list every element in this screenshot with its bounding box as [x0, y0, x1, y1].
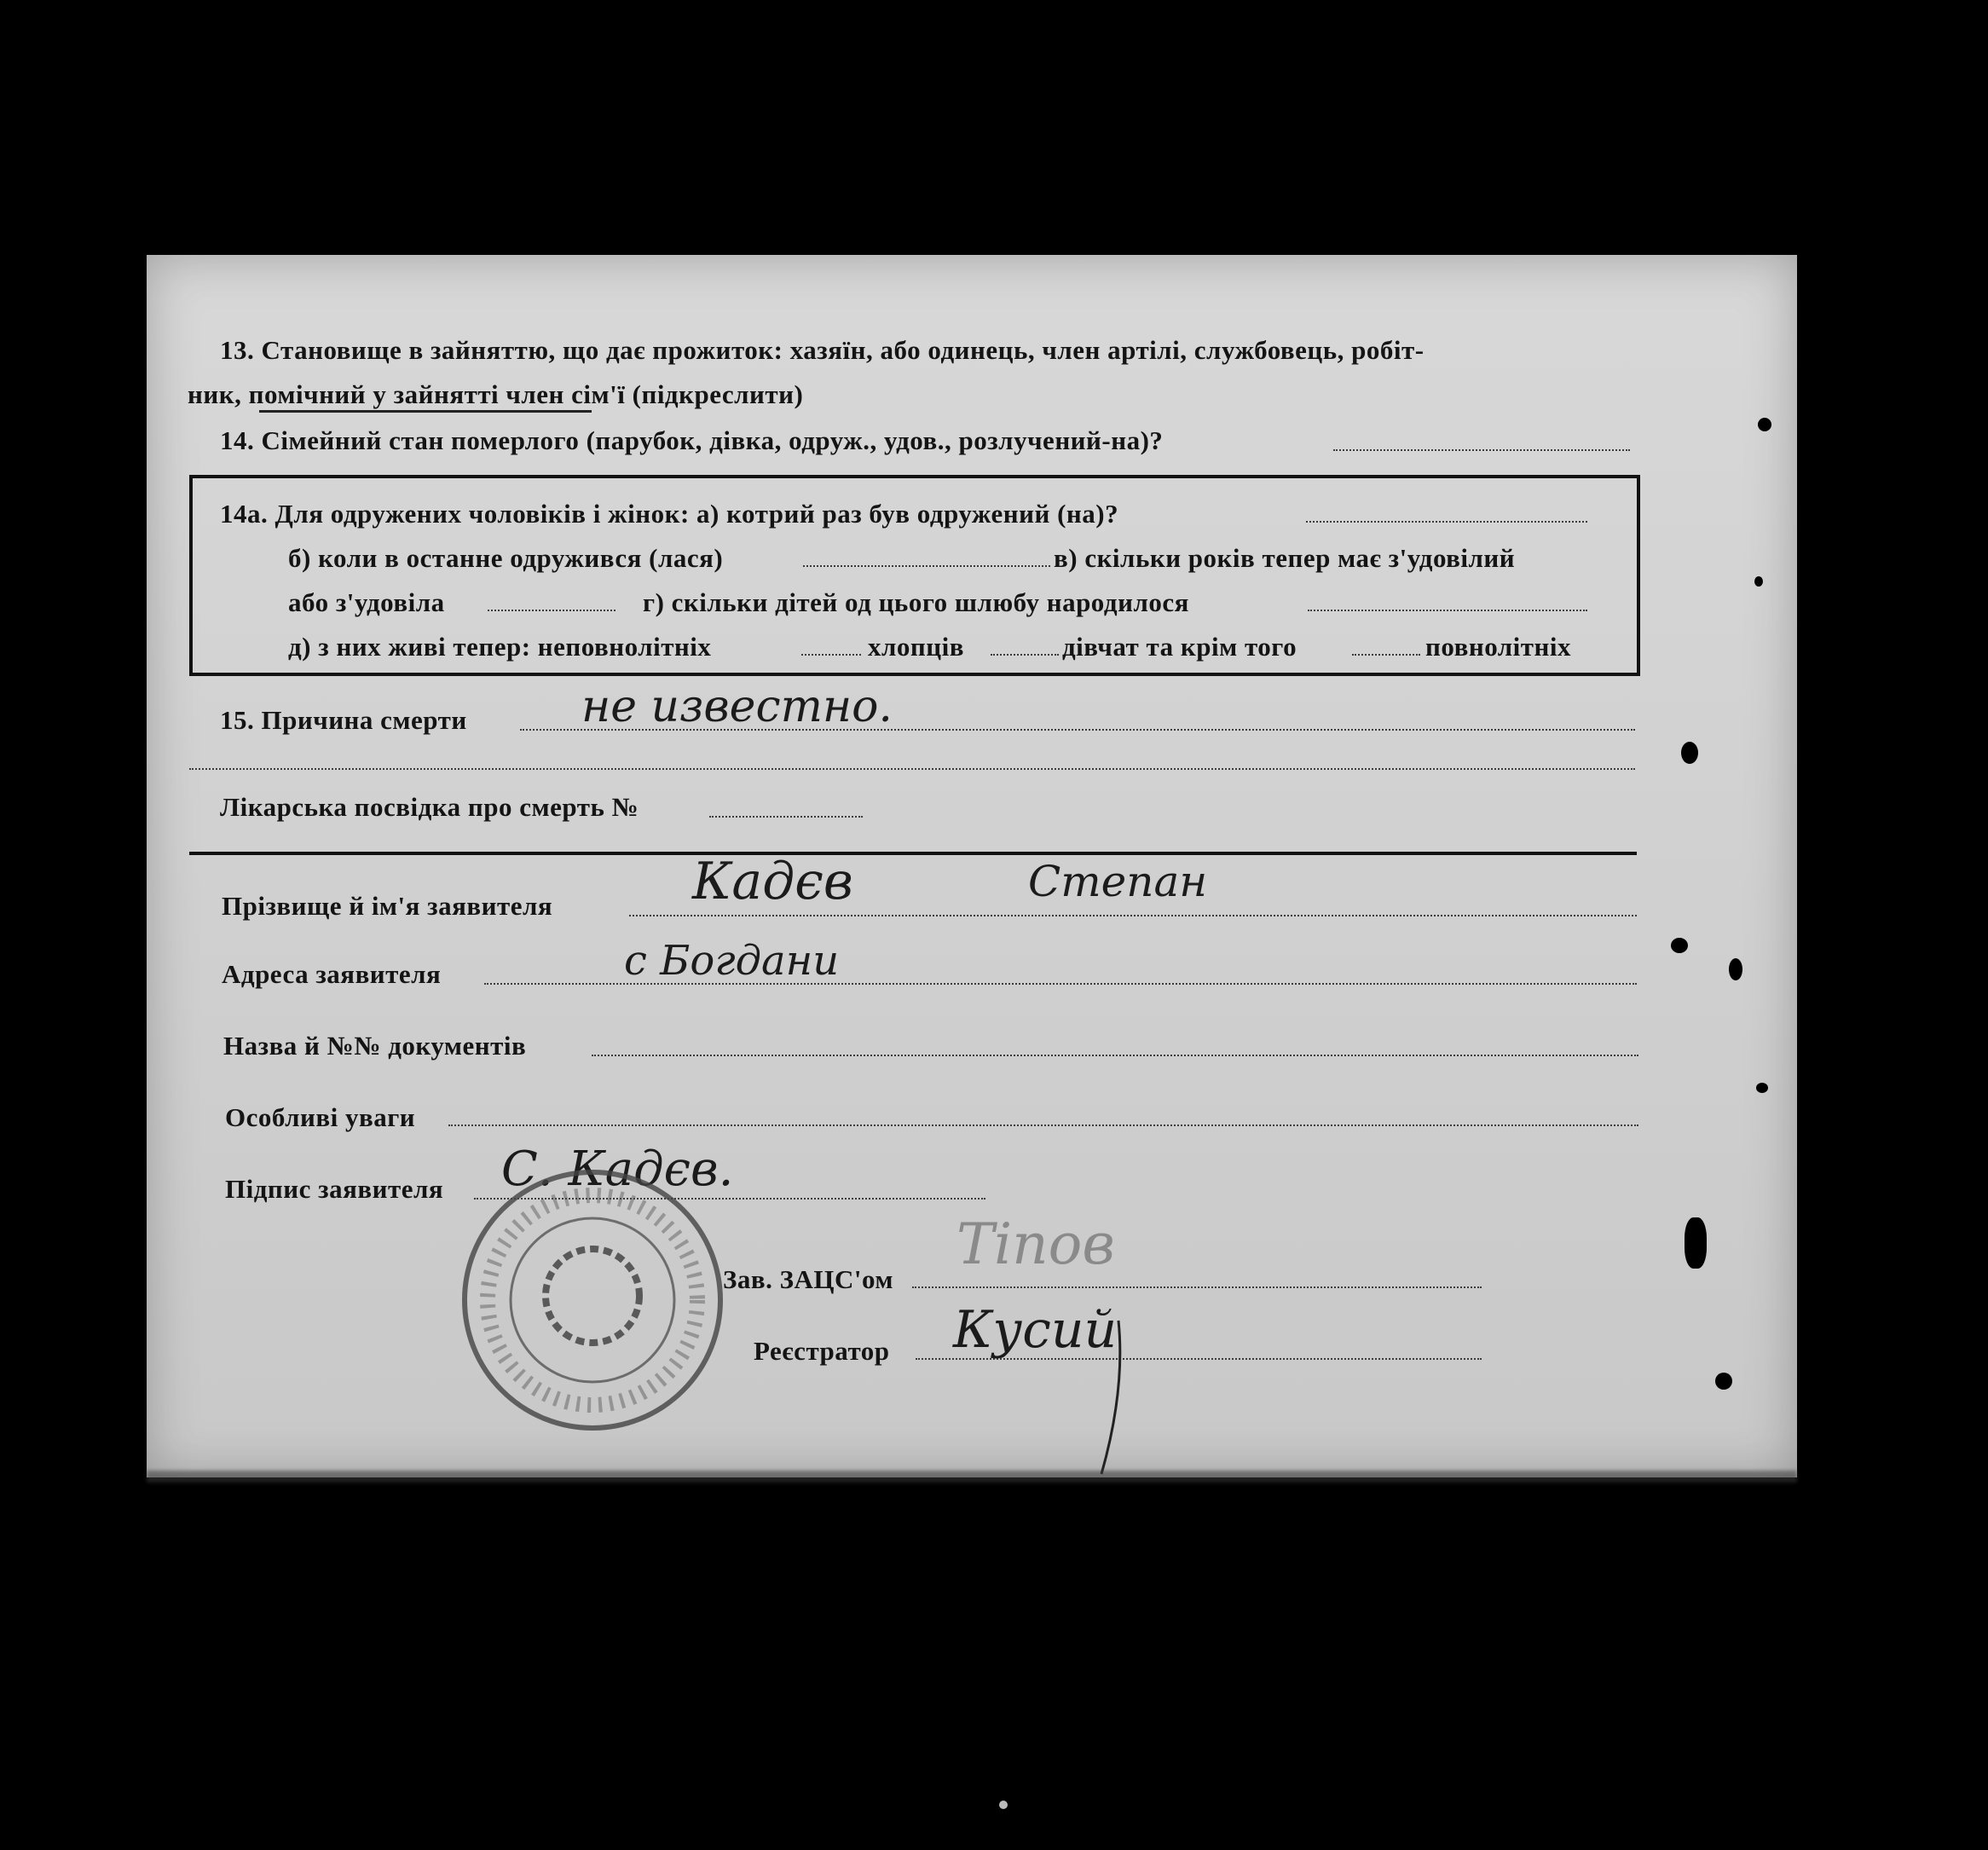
q13-line2: ник, помічний у зайнятті член сім'ї (підкреслити)	[188, 379, 804, 409]
medical-cert-label: Лікарська посвідка про смерть №	[220, 792, 639, 822]
q14a-line3-fill1	[488, 610, 615, 611]
q14a-line2a: б) коли в останне одружився (лася)	[288, 543, 724, 573]
q14-fill	[1333, 449, 1630, 451]
applicant-signature-handwriting: С. Кадєв.	[501, 1142, 734, 1197]
q14-label: 14. Сімейний стан померлого (парубок, дівка, одруж., удов., розлучений-на)?	[220, 425, 1164, 455]
q14a-line4-fill3	[1352, 654, 1420, 656]
documents-label: Назва й №№ документів	[223, 1031, 527, 1061]
punch-hole	[1754, 576, 1763, 587]
q14a-line4a: д) з них живі тепер: неповнолітніх	[288, 632, 712, 662]
registrar-signature: Кусий	[953, 1300, 1118, 1360]
q15-label: 15. Причина смерти	[220, 705, 467, 735]
q14a-line4-fill2	[991, 654, 1059, 656]
q14a-line4b: хлопців	[868, 632, 964, 662]
document-scan	[147, 255, 1797, 1477]
applicant-surname-handwriting: Кадєв	[692, 852, 853, 911]
q14a-line1: 14а. Для одружених чоловіків і жінок: а) котрий раз був одружений (на)?	[220, 499, 1119, 529]
punch-hole	[1671, 938, 1688, 953]
punch-hole	[1937, 600, 1949, 612]
notes-fill	[448, 1124, 1638, 1126]
signature-stroke	[1084, 1312, 1136, 1483]
punch-hole	[1681, 742, 1698, 764]
q14a-line3-fill2	[1308, 610, 1587, 611]
medical-cert-fill	[709, 816, 863, 818]
q14a-line4-fill1	[801, 654, 861, 656]
applicant-name-label: Прізвище й ім'я заявителя	[222, 891, 553, 921]
punch-hole	[1758, 418, 1771, 431]
applicant-address-label: Адреса заявителя	[222, 959, 442, 989]
punch-hole	[1685, 1217, 1707, 1269]
punch-hole	[999, 1801, 1008, 1809]
q15-fill2	[189, 768, 1635, 770]
section-rule	[189, 852, 1637, 855]
q14a-line2b: в) скільки років тепер має з'удовілий	[1054, 543, 1516, 573]
punch-hole	[1729, 958, 1742, 980]
q14a-line4c: дівчат та крім того	[1062, 632, 1297, 662]
applicant-name-fill	[629, 915, 1637, 916]
q14a-line3a: або з'удовіла	[288, 587, 445, 617]
head-zags-label: Зав. ЗАЦС'ом	[723, 1264, 893, 1294]
registrar-label: Реєстратор	[754, 1336, 890, 1366]
q14a-line3b: г) скільки дітей од цього шлюбу народилося	[643, 587, 1189, 617]
applicant-given-handwriting: Степан	[1028, 857, 1208, 906]
documents-fill	[592, 1055, 1638, 1056]
address-handwriting: с Богдани	[624, 937, 840, 985]
head-zags-fill	[912, 1286, 1482, 1288]
notes-label: Особливі уваги	[225, 1102, 416, 1132]
q14a-line2-fill	[803, 565, 1050, 567]
q14a-line1-fill	[1306, 521, 1587, 523]
q14a-line4d: повнолітніх	[1425, 632, 1571, 662]
q13-line1: 13. Становище в зайняттю, що дає прожиток: хазяїн, або одинець, член артілі, службовець, робіт-	[220, 335, 1425, 365]
round-stamp	[452, 1159, 733, 1441]
q13-underline	[259, 410, 592, 413]
punch-hole	[1715, 1373, 1732, 1390]
applicant-signature-label: Підпис заявителя	[225, 1174, 444, 1204]
cause-handwriting: не известно.	[581, 681, 893, 732]
punch-hole	[1756, 1083, 1768, 1093]
head-zags-signature: Тіпов	[956, 1211, 1115, 1277]
